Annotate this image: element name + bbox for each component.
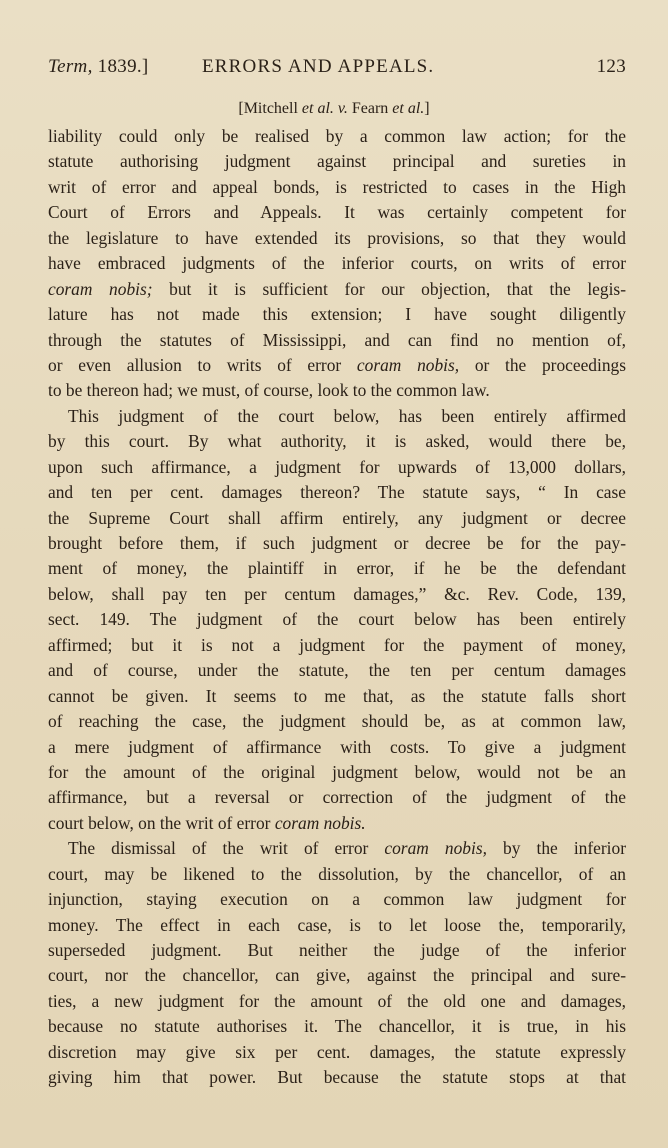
page-number: 123	[596, 56, 626, 77]
line-text: ties, a new judgment for the amount of the old one and damages,	[48, 990, 626, 1011]
line-text: the legislature to have extended its provisions, so that they would	[48, 227, 626, 248]
line-text: upon such affirmance, a judgment for upwards of 13,000 dollars,	[48, 456, 626, 477]
text-line	[48, 735, 626, 760]
text-line	[48, 149, 626, 174]
text-line	[48, 404, 626, 429]
caption-open: [Mitchell	[238, 100, 302, 117]
text-line	[48, 607, 626, 632]
term-italic: Term,	[48, 56, 93, 77]
text-line	[48, 302, 626, 327]
line-text: writ of error and appeal bonds, is restricted to cases in the High	[48, 176, 626, 197]
text-line	[48, 836, 626, 861]
text-line	[48, 506, 626, 531]
text-line	[48, 709, 626, 734]
caption-close: ]	[424, 100, 430, 117]
line-text: money. The effect in each case, is to let loose the, temporarily,	[48, 914, 626, 935]
text-line	[48, 1065, 626, 1090]
line-text: court, nor the chancellor, can give, against the principal and sure-	[48, 965, 626, 986]
italic-phrase: coram nobis,	[384, 838, 487, 859]
text-line	[48, 658, 626, 683]
line-text: for the amount of the original judgment below, would not be an	[48, 761, 626, 782]
line-text: affirmed; but it is not a judgment for the payment of money,	[48, 634, 626, 655]
line-text: a mere judgment of affirmance with costs. To give a judgment	[48, 736, 626, 757]
line-text: or the proceedings	[459, 354, 626, 375]
line-text: injunction, staying execution on a common law judgment for	[48, 889, 626, 910]
line-text: because no statute authorises it. The chancellor, it is true, in his	[48, 1016, 626, 1037]
text-line	[48, 862, 626, 887]
line-text: by the inferior	[486, 838, 626, 859]
italic-phrase: coram nobis.	[274, 812, 366, 833]
caption-et-al-2: et al.	[392, 100, 425, 117]
italic-phrase: coram nobis;	[48, 278, 153, 299]
page-title: ERRORS AND APPEALS.	[202, 56, 435, 77]
line-text: through the statutes of Mississippi, and can find no mention of,	[48, 329, 626, 350]
line-text: by this court. By what authority, it is asked, would there be,	[48, 431, 626, 452]
line-text: have embraced judgments of the inferior courts, on writs of error	[48, 253, 626, 274]
line-text: below, shall pay ten per centum damages,” &c. Rev. Code, 139,	[48, 583, 626, 604]
caption-et-al-1: et al.	[301, 100, 334, 117]
text-line	[48, 556, 626, 581]
text-line	[48, 989, 626, 1014]
body-text	[48, 124, 626, 1091]
text-line	[48, 251, 626, 276]
caption-fearn: Fearn	[347, 100, 393, 117]
line-text: statute authorising judgment against principal and sureties in	[48, 151, 626, 172]
line-text: and of course, under the statute, the ten per centum damages	[48, 660, 626, 681]
text-line	[48, 200, 626, 225]
line-text: affirmance, but a reversal or correction of the judgment of the	[48, 787, 626, 808]
text-line	[48, 684, 626, 709]
line-text: and ten per cent. damages thereon? The statute says, “ In case	[48, 482, 626, 503]
italic-phrase: coram nobis,	[356, 354, 460, 375]
text-line	[48, 1014, 626, 1039]
line-text: to be thereon had; we must, of course, look to the common law.	[48, 380, 490, 401]
text-line	[48, 378, 626, 403]
line-text: court, may be likened to the dissolution, by the chancellor, of an	[48, 863, 626, 884]
text-line	[48, 1040, 626, 1065]
text-line	[48, 760, 626, 785]
text-line	[48, 124, 626, 149]
line-text: discretion may give six per cent. damages, the statute expressly	[48, 1041, 626, 1062]
text-line	[48, 277, 626, 302]
line-text: ment of money, the plaintiff in error, if he be the defendant	[48, 558, 626, 579]
line-text: the Supreme Court shall affirm entirely, any judgment or decree	[48, 507, 626, 528]
text-line	[48, 785, 626, 810]
caption-v: v.	[333, 100, 348, 117]
line-text: brought before them, if such judgment or decree be for the pay-	[48, 533, 626, 553]
line-text: sect. 149. The judgment of the court below has been entirely	[48, 609, 626, 630]
line-text: Court of Errors and Appeals. It was certainly competent for	[48, 202, 626, 223]
text-line	[48, 226, 626, 251]
text-line	[48, 887, 626, 912]
text-line	[48, 429, 626, 454]
line-text: but it is sufficient for our objection, that the legis-	[152, 278, 626, 299]
text-line	[48, 353, 626, 378]
line-text: This judgment of the court below, has been entirely affirmed	[68, 405, 626, 426]
text-line	[48, 175, 626, 200]
line-text: court below, on the writ of error	[48, 812, 275, 833]
text-line	[48, 938, 626, 963]
text-line	[48, 811, 626, 836]
line-text: giving him that power. But because the statute stops at that	[48, 1067, 626, 1088]
text-line	[48, 455, 626, 480]
text-line	[48, 913, 626, 938]
text-line	[48, 480, 626, 505]
text-line	[48, 582, 626, 607]
text-line	[48, 633, 626, 658]
running-header	[48, 56, 626, 82]
text-line	[48, 963, 626, 988]
line-text: cannot be given. It seems to me that, as the statute falls short	[48, 685, 626, 706]
line-text: of reaching the case, the judgment should be, as at common law,	[48, 711, 626, 732]
term-label	[48, 56, 149, 78]
case-caption	[0, 100, 668, 118]
line-text: lature has not made this extension; I have sought diligently	[48, 304, 626, 325]
text-line	[48, 531, 626, 556]
text-line	[48, 328, 626, 353]
line-text: superseded judgment. But neither the judge of the inferior	[48, 940, 626, 960]
line-text: or even allusion to writs of error	[48, 354, 357, 375]
line-text: liability could only be realised by a common law action; for the	[48, 126, 626, 146]
line-text: The dismissal of the writ of error	[68, 838, 385, 859]
term-year: 1839.]	[92, 56, 149, 77]
